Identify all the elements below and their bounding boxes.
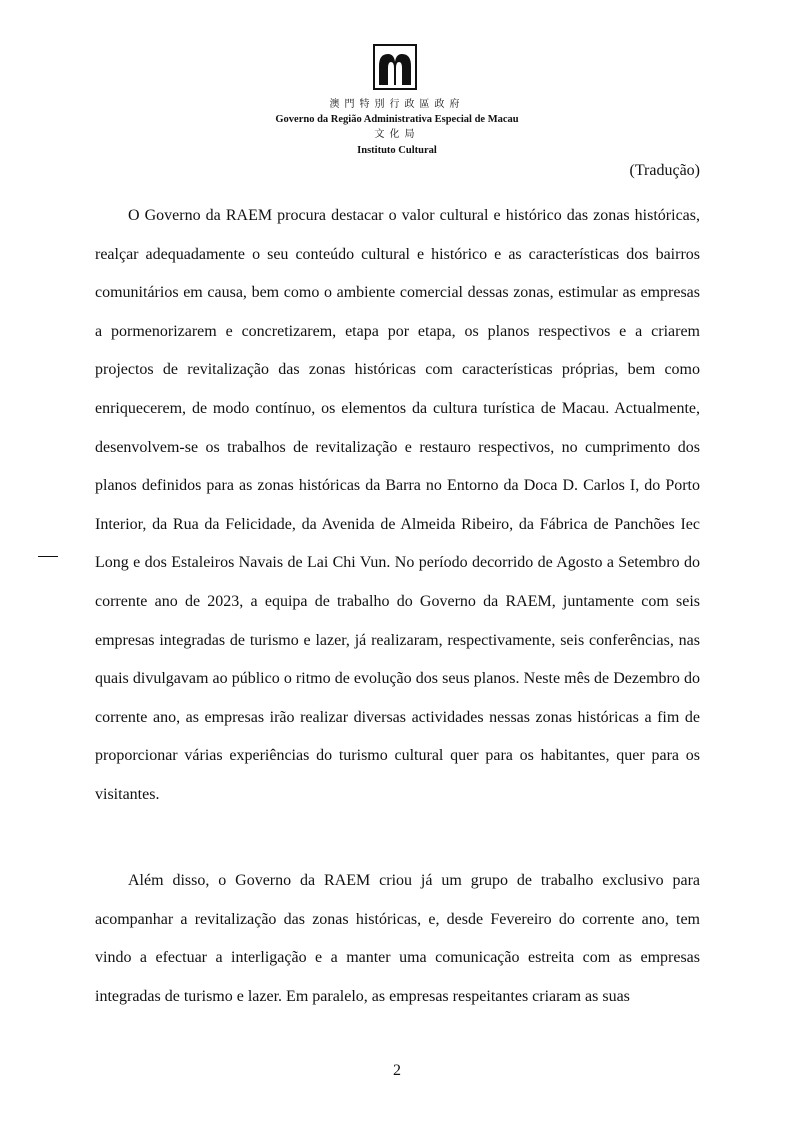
margin-mark	[38, 556, 58, 557]
page-number: 2	[393, 1062, 401, 1079]
translation-note: (Tradução)	[629, 162, 700, 179]
header-govt-name-portuguese: Governo da Região Administrativa Especial de Macau	[275, 114, 519, 125]
header-institute-name-portuguese: Instituto Cultural	[357, 145, 437, 156]
body-paragraph-2: Além disso, o Governo da RAEM criou já um grupo de trabalho exclusivo para acompanhar a revitalização das zonas históricas, e, desde Fevereiro do corrente ano, tem vindo a efectuar a interligação e a manter uma comunicação estreita com as empresas integradas de turismo e lazer. Em paralelo, as empresas respeitantes criaram as suas	[95, 872, 700, 1005]
body-paragraph-1: O Governo da RAEM procura destacar o valor cultural e histórico das zonas históricas, realçar adequadamente o seu conteúdo cultural e histórico e as características dos bairros comunitários em causa, bem como o ambiente comercial dessas zonas, estimular as empresas a pormenorizarem e concretizarem, etapa por etapa, os planos respectivos e a criarem projectos de revitalização das zonas históricas com características próprias, bem como enriquecerem, de modo contínuo, os elementos da cultura turística de Macau. Actualmente, desenvolvem-se os trabalhos de revitalização e restauro respectivos, no cumprimento dos planos definidos para as zonas históricas da Barra no Entorno da Doca D. Carlos I, do Porto Interior, da Rua da Felicidade, da Avenida de Almeida Ribeiro, da Fábrica de Panchões Iec Long e dos Estaleiros Navais de Lai Chi Vun. No período decorrido de Agosto a Setembro do corrente ano de 2023, a equipa de trabalho do Governo da RAEM, juntamente com seis empresas integradas de turismo e lazer, já realizaram, respectivamente, seis conferências, nas quais divulgavam ao público o ritmo de evolução dos seus planos. Neste mês de Dezembro do corrente ano, as empresas irão realizar diversas actividades nessas zonas históricas a fim de proporcionar várias experiências do turismo cultural quer para os habitantes, quer para os visitantes.	[95, 207, 700, 803]
macau-government-emblem-icon	[373, 44, 417, 90]
header-institute-name-chinese: 文化局	[374, 129, 420, 140]
header-govt-name-chinese: 澳門特別行政區政府	[329, 99, 465, 110]
